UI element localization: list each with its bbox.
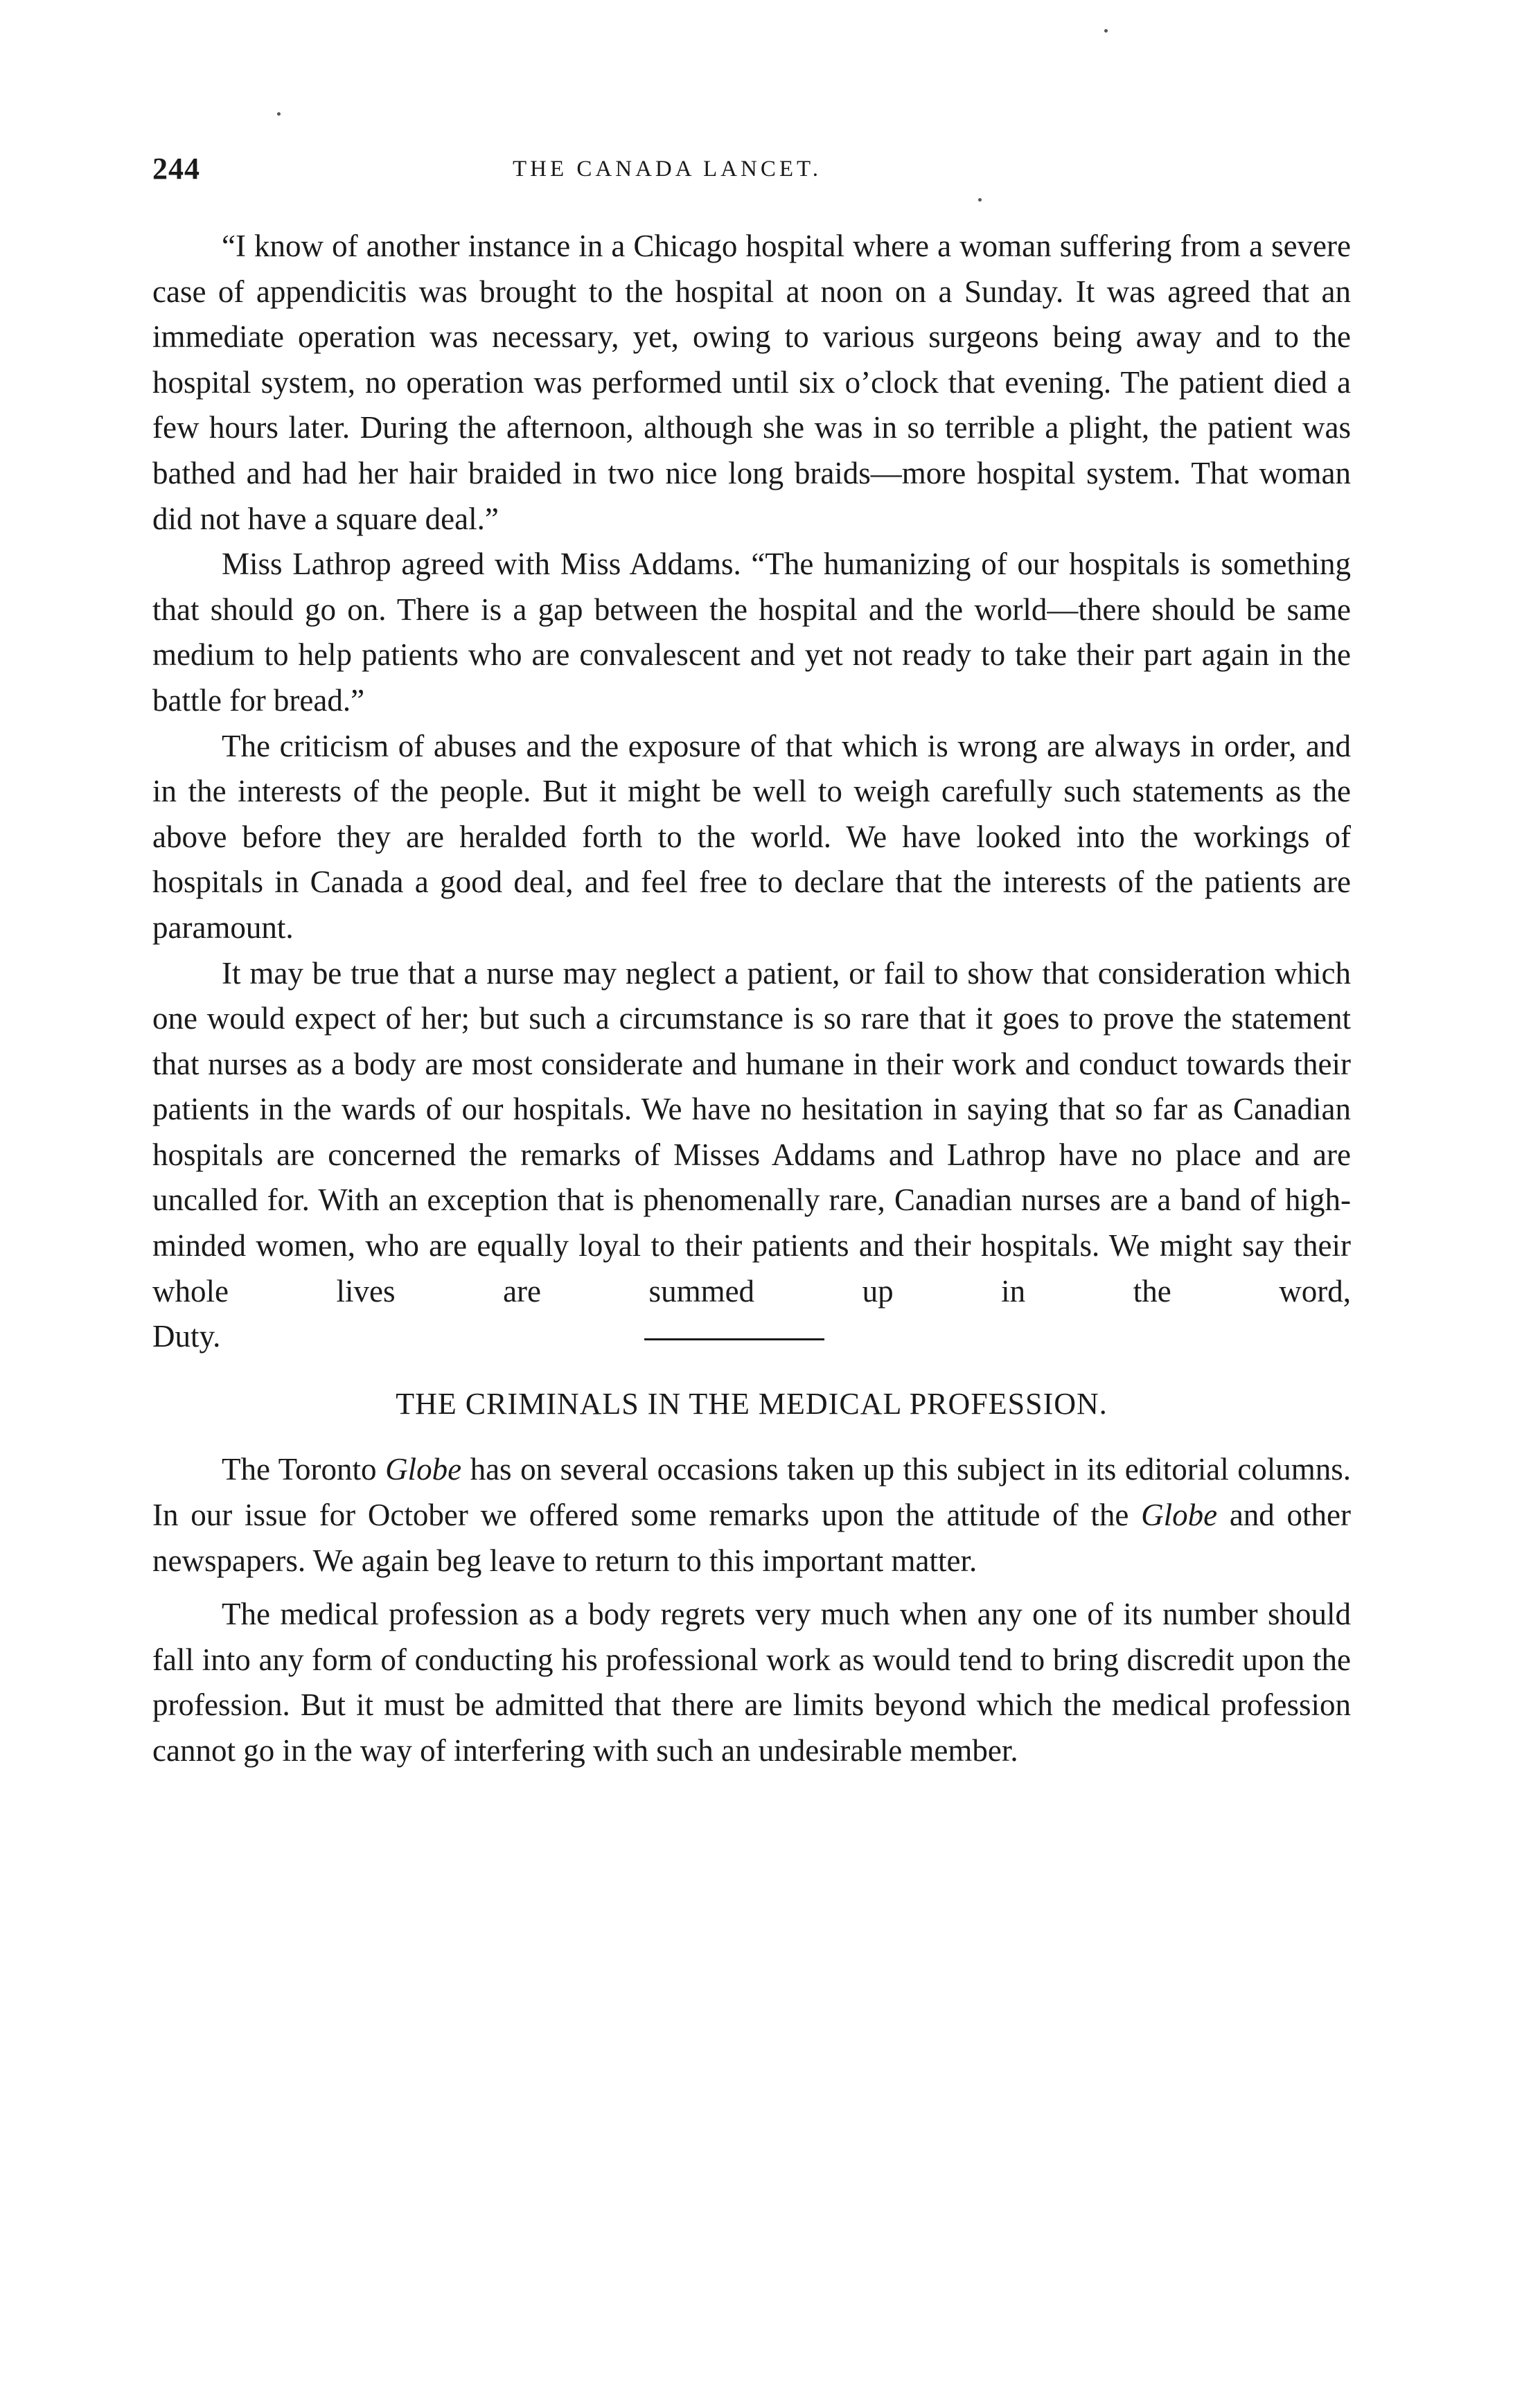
scan-speck (1104, 29, 1108, 33)
paragraph-nurse: It may be true that a nurse may neglect a patient, or fail to show that consideration which one would expect of her; but such a circumstance is so rare that it goes to prove the statement that nurses as a body are most considerate and humane in their work and conduct towards their patients in the wards of our hospitals. We have no hesitation in saying that so far as Canadian hospitals are concerned the remarks of Misses Addams and Lathrop have no place and are uncalled for. With an exception that is phenomenally rare, Canadian nurses are a band of high-minded women, who are equally loyal to their patients and their hospitals. We might say their whole lives are summed up in the word, (152, 955, 1351, 1309)
text-span: has on several occasions taken up this subject in its editorial columns. In our issue for October we offered some remarks upon the attitude of the (152, 1452, 1351, 1533)
running-head: THE CANADA LANCET. (513, 157, 822, 181)
scan-speck (277, 112, 281, 116)
closing-line (152, 1314, 1351, 1360)
newspaper-name: Globe (385, 1452, 462, 1487)
closing-word: Duty. (152, 1319, 221, 1354)
text-span: and other newspapers. We again beg leave to return to this important matter. (152, 1498, 1352, 1578)
newspaper-name: Globe (1141, 1498, 1218, 1533)
article-body (152, 224, 1351, 1782)
paragraph-toronto-globe (152, 1447, 1351, 1584)
paragraph-quote-chicago: “I know of another instance in a Chicago hospital where a woman suffering from a severe case of appendicitis was brought to the hospital at noon on a Sunday. It was agreed that an immediate operation was necessary, yet, owing to various surgeons being away and to the hospital system, no operation was performed until six o’clock that evening. The patient died a few hours later. During the afternoon, although she was in so terrible a plight, the patient was bathed and had her hair braided in two nice long braids—more hospital system. That woman did not have a square deal.” (152, 229, 1351, 536)
page-header (152, 151, 1372, 193)
paragraph-criticism: The criticism of abuses and the exposure of that which is wrong are always in order, and in the interests of the people. But it might be well to weigh carefully such statements as the above before they are heralded forth to the world. We have looked into the workings of hospitals in Canada a good deal, and feel free to declare that the interests of the patients are paramount. (152, 728, 1351, 945)
section-body (152, 1447, 1351, 1773)
scan-speck (978, 198, 982, 202)
text-span: The Toronto (222, 1452, 386, 1487)
page-number: 244 (152, 152, 200, 186)
section-heading: THE CRIMINALS IN THE MEDICAL PROFESSION. (396, 1386, 1108, 1421)
paragraph-miss-lathrop: Miss Lathrop agreed with Miss Addams. “The humanizing of our hospitals is something that should go on. There is a gap between the hospital and the world—there should be same medium to help patients who are convalescent and yet not ready to take their part again in the battle for bread.” (152, 547, 1351, 718)
section-divider (644, 1338, 824, 1340)
paragraph-medical-profession: The medical profession as a body regrets very much when any one of its number should fall into any form of conducting his professional work as would tend to bring discredit upon the profession. But it must be admitted that there are limits beyond which the medical profession cannot go in the way of interfering with such an undesirable member. (152, 1597, 1351, 1768)
